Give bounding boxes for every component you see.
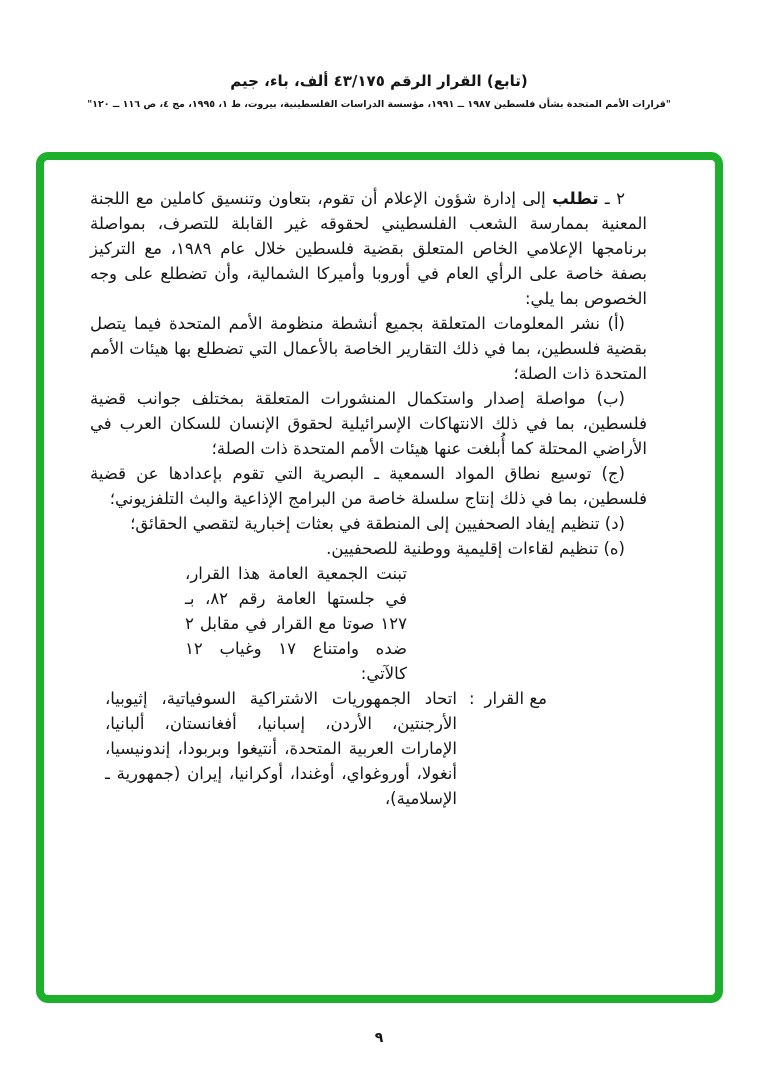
subitem-c-label: (ج) xyxy=(601,464,625,483)
subitem-a-label: (أ) xyxy=(607,314,625,333)
subitem-a xyxy=(90,311,647,386)
clause-number: ٢ ـ xyxy=(604,189,625,208)
clause-verb: تطلب xyxy=(552,189,599,208)
vote-label: مع القرار xyxy=(484,689,547,708)
subitem-c xyxy=(90,461,647,511)
resolution-body xyxy=(90,186,647,811)
source-citation: "قرارات الأمم المتحدة بشأن فلسطين ١٩٨٧ ــ ١٩٩١، مؤسسة الدراسات الفلسطينية، بيروت، ط ١، ١٩٩٥، مج ٤، ص ١١٦ ــ ١٢٠" xyxy=(87,99,671,110)
page-header xyxy=(0,72,758,110)
subitem-b xyxy=(90,386,647,461)
subitem-b-label: (ب) xyxy=(596,389,625,408)
resolution-title: (تابع) القرار الرقم ٤٣/١٧٥ ألف، باء، جيم xyxy=(230,72,528,90)
subitem-e-label: (ه) xyxy=(603,539,625,558)
subitem-d xyxy=(90,511,647,536)
subitem-e-text: تنظيم لقاءات إقليمية ووطنية للصحفيين. xyxy=(326,539,599,558)
vote-result-row xyxy=(90,686,547,811)
vote-colon: : xyxy=(468,689,475,708)
page-number: ٩ xyxy=(374,1030,384,1046)
subitem-b-text: مواصلة إصدار واستكمال المنشورات المتعلقة بمختلف جوانب قضية فلسطين، بما في ذلك الانتهاكات الإسرائيلية لحقوق الإنسان للسكان العرب في الأراضي المحتلة كما أُبلغت عنها هيئات الأمم المتحدة ذات الصلة؛ xyxy=(90,389,647,458)
vote-countries-list: اتحاد الجمهوريات الاشتراكية السوفياتية، إثيوبيا، الأرجنتين، الأردن، إسبانيا، أفغانستان، ألبانيا، الإمارات العربية المتحدة، أنتيغوا وبربودا، إندونيسيا، أنغولا، أوروغواي، أوغندا، أوكرانيا، إيران (جمهورية ـ الإسلامية)، xyxy=(104,689,457,808)
subitem-d-label: (د) xyxy=(604,514,625,533)
clause-text: إلى إدارة شؤون الإعلام أن تقوم، بتعاون وتنسيق كاملين مع اللجنة المعنية بممارسة الشعب الفلسطيني لحقوقه غير القابلة للتصرف، بمواصلة برنامجها الإعلامي الخاص المتعلق بقضية فلسطين خلال عام ١٩٨٩، مع التركيز بصفة خاصة على الرأي العام في أوروبا وأميركا الشمالية، وأن تضطلع على وجه الخصوص بما يلي: xyxy=(90,189,648,308)
content-frame xyxy=(36,152,723,1003)
clause-paragraph xyxy=(90,186,647,311)
subitem-d-text: تنظيم إيفاد الصحفيين إلى المنطقة في بعثات إخبارية لتقصي الحقائق؛ xyxy=(130,514,600,533)
subitem-e xyxy=(90,536,647,561)
subitem-c-text: توسيع نطاق المواد السمعية ـ البصرية التي تقوم بإعدادها عن قضية فلسطين، بما في ذلك إنتاج سلسلة خاصة من البرامج الإذاعية والبث التلفزيوني؛ xyxy=(90,464,647,508)
subitem-a-text: نشر المعلومات المتعلقة بجميع أنشطة منظومة الأمم المتحدة فيما يتصل بقضية فلسطين، بما في ذلك التقارير الخاصة بالأعمال التي تضطلع بها هيئات الأمم المتحدة ذات الصلة؛ xyxy=(90,314,647,383)
adoption-statement: تبنت الجمعية العامة هذا القرار، في جلستها العامة رقم ٨٢، بـ ١٢٧ صوتا مع القرار في مقابل ٢ ضده وامتناع ١٧ وغياب ١٢ كالآتي: xyxy=(185,564,408,683)
